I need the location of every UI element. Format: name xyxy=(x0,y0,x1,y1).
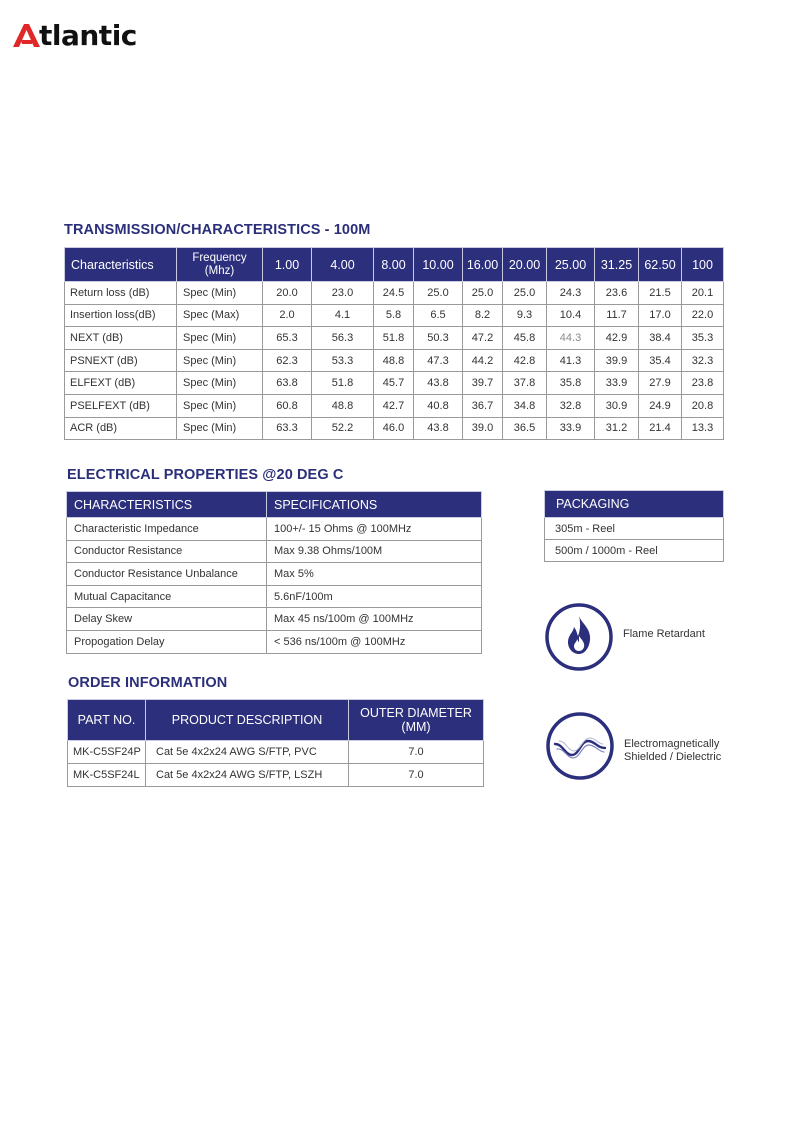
value-cell: 41.3 xyxy=(547,349,595,372)
value-cell: 21.4 xyxy=(639,417,682,440)
value-cell: 31.2 xyxy=(595,417,639,440)
value-cell: 36.7 xyxy=(463,394,503,417)
characteristic-cell: Delay Skew xyxy=(67,608,267,631)
header-freq-cell: 1.00 xyxy=(263,248,312,282)
value-cell: 42.9 xyxy=(595,327,639,350)
value-cell: 48.8 xyxy=(374,349,414,372)
value-cell: 13.3 xyxy=(682,417,724,440)
characteristic-cell: Conductor Resistance xyxy=(67,540,267,563)
header-specifications: SPECIFICATIONS xyxy=(267,492,482,518)
spec-cell: Spec (Min) xyxy=(177,372,263,395)
value-cell: 9.3 xyxy=(503,304,547,327)
table-row xyxy=(65,394,724,417)
value-cell: 52.2 xyxy=(312,417,374,440)
table-row xyxy=(68,741,484,764)
value-cell: 51.8 xyxy=(374,327,414,350)
order-header-row xyxy=(68,700,484,741)
table-row xyxy=(65,417,724,440)
value-cell: 45.7 xyxy=(374,372,414,395)
spec-cell: Spec (Min) xyxy=(177,282,263,305)
logo-a-icon xyxy=(12,22,42,48)
flame-retardant-label: Flame Retardant xyxy=(623,628,705,640)
header-freq-cell: 20.00 xyxy=(503,248,547,282)
value-cell: 5.8 xyxy=(374,304,414,327)
value-cell: 63.8 xyxy=(263,372,312,395)
electrical-table xyxy=(66,491,482,654)
header-outer-diameter-line2: (MM) xyxy=(401,720,431,734)
value-cell: 21.5 xyxy=(639,282,682,305)
value-cell: 65.3 xyxy=(263,327,312,350)
value-cell: 51.8 xyxy=(312,372,374,395)
value-cell: 46.0 xyxy=(374,417,414,440)
header-frequency: Frequency (Mhz) xyxy=(177,248,263,282)
specification-cell: < 536 ns/100m @ 100MHz xyxy=(267,630,482,653)
value-cell: 43.8 xyxy=(414,417,463,440)
header-freq-cell: 8.00 xyxy=(374,248,414,282)
transmission-title: TRANSMISSION/CHARACTERISTICS - 100M xyxy=(64,222,371,238)
electrical-header-row xyxy=(67,492,482,518)
value-cell: 39.0 xyxy=(463,417,503,440)
table-row xyxy=(65,282,724,305)
header-characteristics: Characteristics xyxy=(65,248,177,282)
header-outer-diameter-line1: OUTER DIAMETER xyxy=(360,706,472,720)
value-cell: 60.8 xyxy=(263,394,312,417)
value-cell: 44.3 xyxy=(547,327,595,350)
header-freq-cell: 100 xyxy=(682,248,724,282)
value-cell: 24.5 xyxy=(374,282,414,305)
value-cell: 23.6 xyxy=(595,282,639,305)
value-cell: 32.3 xyxy=(682,349,724,372)
value-cell: 32.8 xyxy=(547,394,595,417)
logo-wordmark: tlantic xyxy=(39,19,137,52)
value-cell: 62.3 xyxy=(263,349,312,372)
table-row xyxy=(67,608,482,631)
packaging-cell: 305m - Reel xyxy=(545,518,724,540)
part-no-cell: MK-C5SF24P xyxy=(68,741,146,764)
value-cell: 4.1 xyxy=(312,304,374,327)
shielded-label-line1: Electromagnetically xyxy=(624,738,720,750)
header-freq-cell: 31.25 xyxy=(595,248,639,282)
header-packaging: PACKAGING xyxy=(545,491,724,518)
specification-cell: 100+/- 15 Ohms @ 100MHz xyxy=(267,518,482,541)
value-cell: 53.3 xyxy=(312,349,374,372)
table-row xyxy=(65,327,724,350)
value-cell: 47.3 xyxy=(414,349,463,372)
order-table xyxy=(67,699,484,787)
value-cell: 39.9 xyxy=(595,349,639,372)
value-cell: 10.4 xyxy=(547,304,595,327)
value-cell: 23.0 xyxy=(312,282,374,305)
specification-cell: Max 45 ns/100m @ 100MHz xyxy=(267,608,482,631)
spec-cell: Spec (Min) xyxy=(177,327,263,350)
value-cell: 20.8 xyxy=(682,394,724,417)
value-cell: 24.3 xyxy=(547,282,595,305)
spec-cell: Spec (Min) xyxy=(177,349,263,372)
value-cell: 63.3 xyxy=(263,417,312,440)
value-cell: 20.0 xyxy=(263,282,312,305)
value-cell: 33.9 xyxy=(595,372,639,395)
value-cell: 48.8 xyxy=(312,394,374,417)
header-freq-cell: 4.00 xyxy=(312,248,374,282)
value-cell: 34.8 xyxy=(503,394,547,417)
spec-cell: Spec (Min) xyxy=(177,394,263,417)
table-row xyxy=(65,349,724,372)
value-cell: 35.4 xyxy=(639,349,682,372)
characteristic-cell: PSNEXT (dB) xyxy=(65,349,177,372)
table-row xyxy=(67,630,482,653)
characteristic-cell: ELFEXT (dB) xyxy=(65,372,177,395)
table-row xyxy=(67,563,482,586)
packaging-cell: 500m / 1000m - Reel xyxy=(545,540,724,562)
value-cell: 24.9 xyxy=(639,394,682,417)
description-cell: Cat 5e 4x2x24 AWG S/FTP, PVC xyxy=(146,741,349,764)
specification-cell: Max 9.38 Ohms/100M xyxy=(267,540,482,563)
value-cell: 23.8 xyxy=(682,372,724,395)
value-cell: 6.5 xyxy=(414,304,463,327)
value-cell: 47.2 xyxy=(463,327,503,350)
value-cell: 35.8 xyxy=(547,372,595,395)
value-cell: 2.0 xyxy=(263,304,312,327)
characteristic-cell: Mutual Capacitance xyxy=(67,585,267,608)
characteristic-cell: Return loss (dB) xyxy=(65,282,177,305)
diameter-cell: 7.0 xyxy=(349,741,484,764)
value-cell: 38.4 xyxy=(639,327,682,350)
value-cell: 50.3 xyxy=(414,327,463,350)
characteristic-cell: Insertion loss(dB) xyxy=(65,304,177,327)
shielded-label xyxy=(624,738,721,764)
table-row xyxy=(67,518,482,541)
part-no-cell: MK-C5SF24L xyxy=(68,764,146,787)
table-row xyxy=(545,540,724,562)
transmission-table xyxy=(64,247,724,440)
header-characteristics: CHARACTERISTICS xyxy=(67,492,267,518)
value-cell: 22.0 xyxy=(682,304,724,327)
description-cell: Cat 5e 4x2x24 AWG S/FTP, LSZH xyxy=(146,764,349,787)
shielded-label-line2: Shielded / Dielectric xyxy=(624,751,722,763)
spec-cell: Spec (Min) xyxy=(177,417,263,440)
header-product-description: PRODUCT DESCRIPTION xyxy=(146,700,349,741)
value-cell: 42.7 xyxy=(374,394,414,417)
brand-logo xyxy=(12,19,152,52)
value-cell: 37.8 xyxy=(503,372,547,395)
table-row xyxy=(68,764,484,787)
value-cell: 36.5 xyxy=(503,417,547,440)
header-freq-cell: 10.00 xyxy=(414,248,463,282)
value-cell: 25.0 xyxy=(414,282,463,305)
header-freq-cell: 62.50 xyxy=(639,248,682,282)
value-cell: 17.0 xyxy=(639,304,682,327)
value-cell: 30.9 xyxy=(595,394,639,417)
value-cell: 11.7 xyxy=(595,304,639,327)
electrical-title: ELECTRICAL PROPERTIES @20 DEG C xyxy=(67,467,344,483)
characteristic-cell: PSELFEXT (dB) xyxy=(65,394,177,417)
value-cell: 42.8 xyxy=(503,349,547,372)
characteristic-cell: NEXT (dB) xyxy=(65,327,177,350)
specification-cell: 5.6nF/100m xyxy=(267,585,482,608)
packaging-table xyxy=(544,490,724,562)
table-row xyxy=(67,540,482,563)
header-outer-diameter xyxy=(349,700,484,741)
value-cell: 44.2 xyxy=(463,349,503,372)
specification-cell: Max 5% xyxy=(267,563,482,586)
value-cell: 20.1 xyxy=(682,282,724,305)
value-cell: 25.0 xyxy=(503,282,547,305)
value-cell: 40.8 xyxy=(414,394,463,417)
table-row xyxy=(65,304,724,327)
header-freq-cell: 25.00 xyxy=(547,248,595,282)
spec-cell: Spec (Max) xyxy=(177,304,263,327)
table-row xyxy=(545,518,724,540)
value-cell: 45.8 xyxy=(503,327,547,350)
value-cell: 39.7 xyxy=(463,372,503,395)
diameter-cell: 7.0 xyxy=(349,764,484,787)
value-cell: 33.9 xyxy=(547,417,595,440)
value-cell: 27.9 xyxy=(639,372,682,395)
table-row xyxy=(67,585,482,608)
value-cell: 43.8 xyxy=(414,372,463,395)
value-cell: 8.2 xyxy=(463,304,503,327)
characteristic-cell: ACR (dB) xyxy=(65,417,177,440)
table-row xyxy=(65,372,724,395)
value-cell: 56.3 xyxy=(312,327,374,350)
header-part-no: PART NO. xyxy=(68,700,146,741)
value-cell: 25.0 xyxy=(463,282,503,305)
wave-shield-icon xyxy=(545,711,615,781)
header-freq-cell: 16.00 xyxy=(463,248,503,282)
characteristic-cell: Propogation Delay xyxy=(67,630,267,653)
order-title: ORDER INFORMATION xyxy=(68,675,228,691)
packaging-header-row xyxy=(545,491,724,518)
characteristic-cell: Characteristic Impedance xyxy=(67,518,267,541)
value-cell: 35.3 xyxy=(682,327,724,350)
flame-icon xyxy=(544,602,614,672)
characteristic-cell: Conductor Resistance Unbalance xyxy=(67,563,267,586)
transmission-header-row xyxy=(65,248,724,282)
